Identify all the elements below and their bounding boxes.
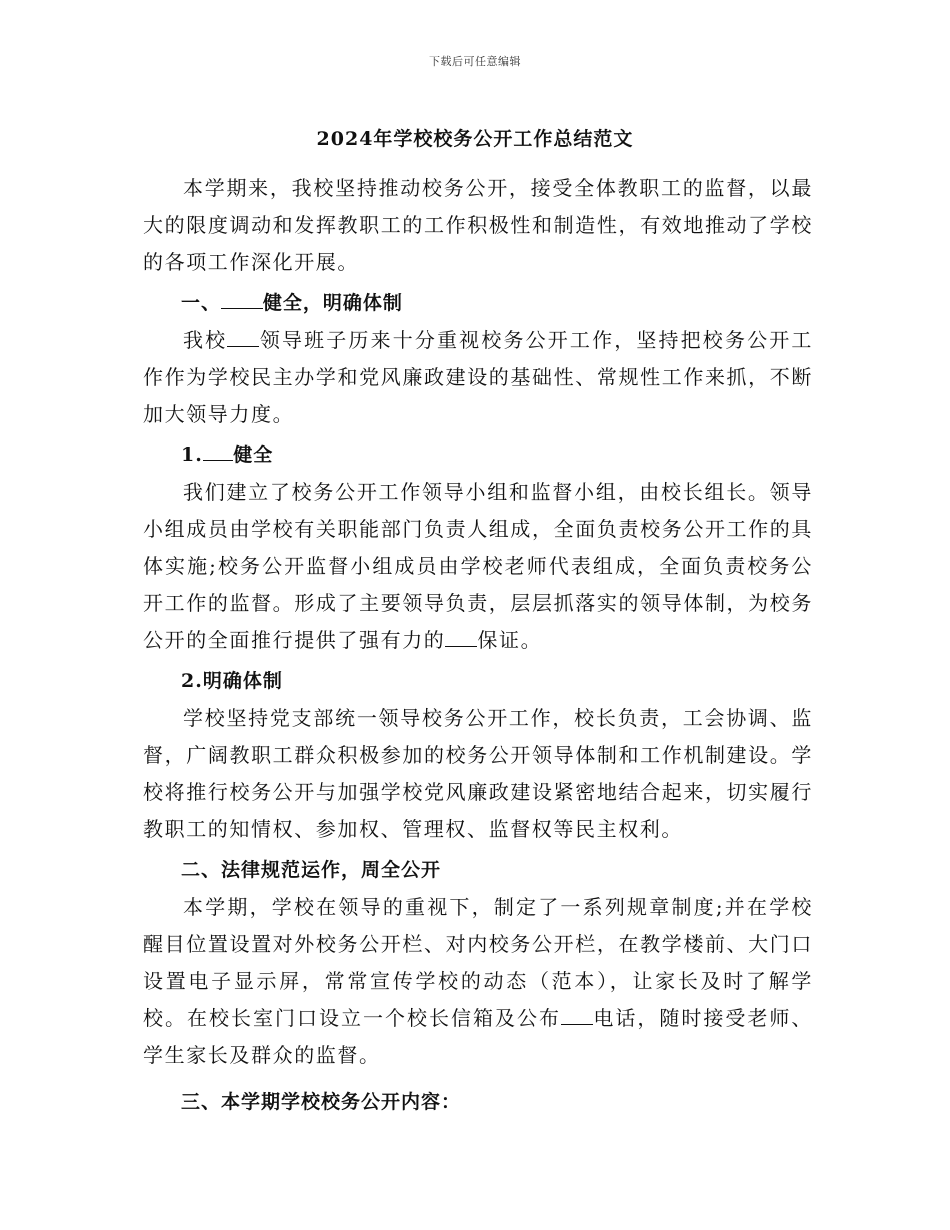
fill-blank <box>561 1005 593 1025</box>
section-1-1-heading-text: 健全 <box>233 444 274 466</box>
section-3-heading: 三、本学期学校校务公开内容： <box>181 1091 462 1113</box>
section-1-1-heading-number: 1. <box>181 444 203 466</box>
section-1-heading-text: 健全，明确体制 <box>262 292 403 314</box>
section-1-1-paragraph-end: 保证。 <box>477 628 543 652</box>
fill-blank <box>203 442 233 461</box>
section-1-paragraph-rest: 领导班子历来十分重视校务公开工作，坚持把校务公开工作作为学校民主办学和党风廉政建设的基础性、常规性工作来抓，不断加大领导力度。 <box>143 328 813 426</box>
header-note: 下载后可任意编辑 <box>429 55 521 68</box>
section-1-1-paragraph <box>143 474 813 659</box>
fill-blank <box>221 290 263 309</box>
section-1-2-heading: 2.明确体制 <box>181 670 283 692</box>
section-2-heading: 二、法律规范运作，周全公开 <box>181 859 442 881</box>
section-1-1-heading <box>143 437 813 474</box>
section-1-1-paragraph-start: 我们建立了校务公开工作领导小组和监督小组，由校长组长。领导小组成员由学校有关职能部门负责人组成，全面负责校务公开工作的具体实施;校务公开监督小组成员由学校老师代表组成，全面负责校务公开工作的监督。形成了主要领导负责，层层抓落实的领导体制，为校务公开的全面推行提供了强有力的 <box>143 480 813 652</box>
section-1-heading <box>143 285 813 322</box>
intro-paragraph: 本学期来，我校坚持推动校务公开，接受全体教职工的监督，以最大的限度调动和发挥教职工的工作积极性和制造性，有效地推动了学校的各项工作深化开展。 <box>143 176 813 274</box>
section-1-paragraph-start: 我校 <box>183 328 228 352</box>
section-2-paragraph-end: 电话，随时接受老师、学生家长及群众的监督。 <box>143 1006 813 1067</box>
fill-blank <box>227 327 259 347</box>
section-1-heading-number: 一、 <box>181 292 222 314</box>
fill-blank <box>445 627 477 647</box>
section-1-paragraph <box>143 322 813 433</box>
section-1-2-paragraph: 学校坚持党支部统一领导校务公开工作，校长负责，工会协调、监督，广阔教职工群众积极参加的校务公开领导体制和工作机制建设。学校将推行校务公开与加强学校党风廉政建设紧密地结合起来，切实履行教职工的知情权、参加权、管理权、监督权等民主权利。 <box>143 706 813 841</box>
section-2-paragraph-start: 本学期，学校在领导的重视下，制定了一系列规章制度;并在学校醒目位置设置对外校务公开栏、对内校务公开栏，在教学楼前、大门口设置电子显示屏，常常宣传学校的动态（范本），让家长及时了解学校。在校长室门口设立一个校长信箱及公布 <box>143 895 813 1030</box>
document-body <box>143 170 813 1121</box>
section-2-paragraph <box>143 889 813 1074</box>
document-title: 2024年学校校务公开工作总结范文 <box>316 128 634 150</box>
